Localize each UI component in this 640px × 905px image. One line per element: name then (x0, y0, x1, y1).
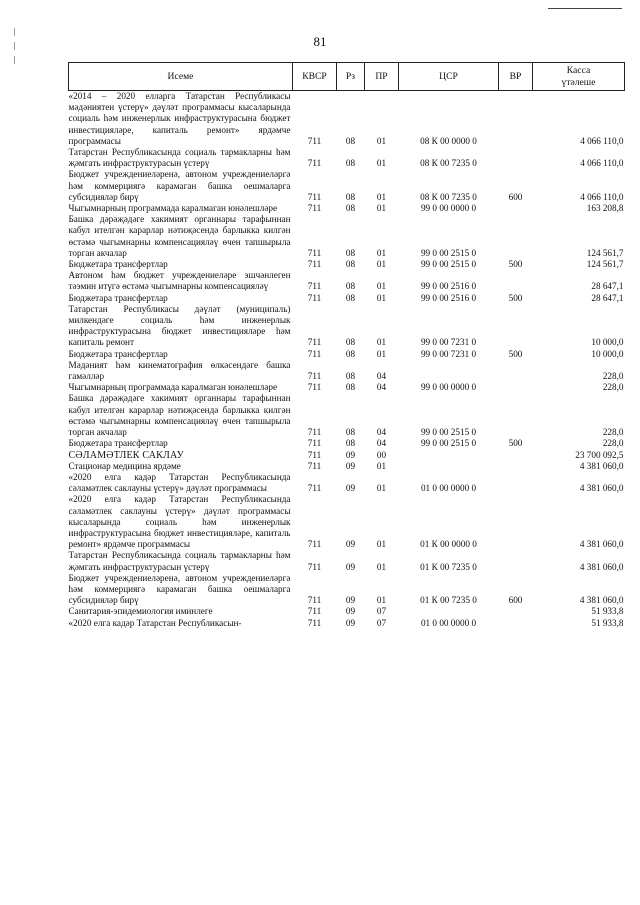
header-name: Исеме (69, 63, 293, 91)
table-body (69, 91, 625, 629)
table-row (69, 270, 625, 292)
cell-vr (499, 461, 533, 472)
cell-rz: 09 (345, 460, 356, 471)
cell-pr: 01 (376, 348, 387, 359)
cell-csr (399, 450, 499, 461)
cell-kvsr: 711 (307, 539, 322, 550)
page-number: 81 (313, 34, 327, 49)
cell-kvsr: 711 (307, 606, 322, 617)
cell-name: Санитария-эпидемиология иминлеге (68, 606, 213, 617)
cell-vr: 500 (508, 348, 523, 359)
cell-csr: 01 К 00 7235 0 (420, 595, 477, 606)
table-row (69, 494, 625, 550)
table-row (69, 618, 625, 629)
table-row (69, 293, 625, 304)
cell-rz: 08 (345, 135, 356, 146)
table-row (69, 360, 625, 382)
table-row (69, 393, 625, 438)
cell-vr (499, 91, 533, 148)
header-sum (533, 63, 625, 91)
cell-kvsr: 711 (307, 158, 322, 169)
cell-kvsr: 711 (307, 449, 322, 460)
cell-name: «2014 – 2020 елларга Татарстан Республикасы мәдәниятен үстерү» дәүләт программасы кысаларында социаль һәм инженерлык инфраструктурасына бюджет инвестицияләре, капиталь ремонт» ярдәмче программасы (68, 91, 291, 146)
cell-pr: 01 (376, 135, 387, 146)
cell-name: Татарстан Республикасы дәүләт (муниципаль) милкендәге социаль һәм инженерлык инфраструктурасына бюджет инвестицияләре һәм капиталь ремонт (68, 303, 291, 348)
cell-kvsr: 711 (307, 292, 322, 303)
cell-name: Бюджетара трансфертлар (68, 292, 168, 303)
header-kvsr: КВСР (293, 63, 337, 91)
table-row (69, 461, 625, 472)
cell-name: Бюджетара трансфертлар (68, 259, 168, 270)
cell-csr: 08 К 00 0000 0 (420, 135, 477, 146)
cell-kvsr: 711 (307, 382, 322, 393)
cell-rz: 08 (345, 247, 356, 258)
cell-kvsr: 711 (307, 281, 322, 292)
cell-name: Автоном һәм бюджет учреждениеләре эшчәнлеген тәэмин итүгә өстәмә чыгымнарны компенсацияләү (68, 270, 291, 292)
cell-pr: 04 (376, 438, 387, 449)
header-csr: ЦСР (399, 63, 499, 91)
cell-kvsr: 711 (307, 348, 322, 359)
top-rule (548, 8, 622, 9)
cell-csr: 08 К 00 7235 0 (420, 158, 477, 169)
cell-csr: 99 0 00 0000 0 (420, 203, 477, 214)
cell-vr (499, 147, 533, 169)
cell-csr (399, 606, 499, 617)
cell-csr: 99 0 00 2515 0 (420, 259, 477, 270)
table-row (69, 203, 625, 214)
table-row (69, 259, 625, 270)
cell-pr: 07 (376, 617, 387, 628)
cell-name: Бюджетара трансфертлар (68, 348, 168, 359)
cell-csr: 08 К 00 7235 0 (420, 191, 477, 202)
cell-csr: 99 0 00 2515 0 (420, 438, 477, 449)
cell-kvsr: 711 (307, 483, 322, 494)
cell-vr: 600 (508, 191, 523, 202)
cell-rz: 09 (345, 449, 356, 460)
header-rz: Рз (337, 63, 365, 91)
cell-sum: 28 647,1 (591, 281, 624, 292)
cell-pr: 01 (376, 259, 387, 270)
cell-pr: 01 (376, 292, 387, 303)
cell-sum: 228,0 (602, 438, 624, 449)
cell-sum: 28 647,1 (591, 292, 624, 303)
cell-csr: 99 0 00 2515 0 (420, 247, 477, 258)
header-pr: ПР (365, 63, 399, 91)
cell-kvsr: 711 (307, 595, 322, 606)
cell-pr: 01 (376, 337, 387, 348)
cell-vr (499, 214, 533, 259)
table-row (69, 91, 625, 148)
cell-vr (499, 550, 533, 572)
table-row (69, 349, 625, 360)
cell-name: Бюджет учреждениеләренә, автоном учреждениеләргә һәм коммерциягә карамаган башка оешмаларга субсидияләр бирү (68, 572, 291, 606)
cell-csr (399, 360, 499, 382)
cell-name: Башка дәрәҗәдәге хакимият органнары тарафыннан кабул ителгән карарлар нәтиҗәсендә барлыкка килгән өстәмә чыгымнарны компенсацияләү өчен тапшырыла торган акчалар (68, 393, 291, 438)
budget-table (68, 62, 625, 629)
cell-name: Стационар медицина ярдәме (68, 460, 181, 471)
cell-rz: 08 (345, 203, 356, 214)
cell-name: «2020 елга кадәр Татарстан Республикасында сәламәтлек саклауны үстерү» дәүләт программасы (68, 471, 291, 494)
cell-rz: 08 (345, 348, 356, 359)
cell-pr: 01 (376, 460, 387, 471)
cell-vr (499, 606, 533, 617)
cell-kvsr: 711 (307, 203, 322, 214)
cell-rz: 09 (345, 606, 356, 617)
cell-sum: 51 933,8 (591, 617, 624, 628)
cell-sum: 4 066 110,0 (580, 158, 624, 169)
cell-kvsr: 711 (307, 561, 322, 572)
cell-kvsr: 711 (307, 617, 322, 628)
cell-csr: 99 0 00 7231 0 (420, 348, 477, 359)
cell-sum: 124 561,7 (586, 247, 624, 258)
cell-sum: 10 000,0 (591, 337, 624, 348)
cell-rz: 08 (345, 337, 356, 348)
cell-vr (499, 382, 533, 393)
cell-pr: 01 (376, 539, 387, 550)
cell-vr (499, 304, 533, 349)
cell-kvsr: 711 (307, 438, 322, 449)
cell-name: Мәдәният һәм кинематография өлкәсендәге башка гамәлләр (68, 359, 291, 382)
cell-vr: 500 (508, 259, 523, 270)
cell-vr: 500 (508, 292, 523, 303)
table-row (69, 472, 625, 494)
cell-csr: 99 0 00 7231 0 (420, 337, 477, 348)
cell-pr: 01 (376, 158, 387, 169)
cell-pr: 04 (376, 371, 387, 382)
cell-name: Татарстан Республикасында социаль тармакларны һәм җәмгать инфраструктурасын үстерү (68, 550, 291, 572)
cell-sum: 228,0 (602, 382, 624, 393)
cell-kvsr: 711 (307, 427, 322, 438)
cell-pr: 04 (376, 382, 387, 393)
cell-sum: 124 561,7 (586, 259, 624, 270)
cell-sum: 10 000,0 (591, 348, 624, 359)
cell-kvsr: 711 (307, 247, 322, 258)
cell-rz: 09 (345, 595, 356, 606)
cell-rz: 08 (345, 259, 356, 270)
header-sum-line1: Касса (566, 65, 591, 77)
cell-csr: 99 0 00 2516 0 (420, 292, 477, 303)
cell-rz: 08 (345, 281, 356, 292)
cell-sum: 4 381 060,0 (579, 561, 624, 572)
table-row (69, 304, 625, 349)
cell-csr: 01 К 00 0000 0 (420, 539, 477, 550)
table-row (69, 382, 625, 393)
table-header (69, 63, 625, 91)
cell-name: «2020 елга кадәр Татарстан Республикасын- (68, 617, 242, 628)
cell-name: Чыгымнарның программада каралмаган юнәлешләре (68, 203, 278, 214)
cell-vr: 500 (508, 438, 523, 449)
cell-kvsr: 711 (307, 460, 322, 471)
cell-vr (499, 450, 533, 461)
table-row (69, 214, 625, 259)
table-row (69, 169, 625, 203)
table-row (69, 550, 625, 572)
cell-kvsr: 711 (307, 135, 322, 146)
cell-rz: 08 (345, 371, 356, 382)
cell-sum: 228,0 (602, 427, 624, 438)
cell-vr (499, 472, 533, 494)
cell-sum: 4 381 060,0 (579, 483, 624, 494)
table-row (69, 147, 625, 169)
cell-pr: 01 (376, 281, 387, 292)
cell-sum: 51 933,8 (591, 606, 624, 617)
cell-rz: 09 (345, 617, 356, 628)
cell-name: Татарстан Республикасында социаль тармакларны һәм җәмгать инфраструктурасын үстерү (68, 147, 291, 169)
cell-kvsr: 711 (307, 259, 322, 270)
cell-rz: 08 (345, 438, 356, 449)
cell-kvsr: 711 (307, 337, 322, 348)
cell-pr: 00 (376, 449, 387, 460)
cell-sum: 4 381 060,0 (579, 460, 624, 471)
cell-rz: 09 (345, 561, 356, 572)
header-vr: ВР (499, 63, 533, 91)
table-row (69, 606, 625, 617)
cell-csr (399, 461, 499, 472)
cell-sum: 23 700 092,5 (575, 449, 624, 460)
cell-pr: 07 (376, 606, 387, 617)
cell-rz: 08 (345, 191, 356, 202)
cell-kvsr: 711 (307, 191, 322, 202)
cell-sum: 163 208,8 (586, 203, 624, 214)
cell-rz: 08 (345, 292, 356, 303)
cell-rz: 08 (345, 158, 356, 169)
cell-rz: 09 (345, 483, 356, 494)
cell-vr (499, 360, 533, 382)
cell-sum: 4 066 110,0 (580, 135, 624, 146)
cell-name: Чыгымнарның программада каралмаган юнәлешләре (68, 382, 278, 393)
cell-sum: 4 381 060,0 (579, 539, 624, 550)
cell-csr: 01 0 00 0000 0 (420, 617, 477, 628)
cell-sum: 4 066 110,0 (580, 191, 624, 202)
cell-rz: 08 (345, 427, 356, 438)
cell-kvsr: 711 (307, 371, 322, 382)
cell-pr: 01 (376, 483, 387, 494)
table-row (69, 450, 625, 461)
table-row (69, 573, 625, 607)
table-row (69, 438, 625, 449)
cell-csr: 99 0 00 2516 0 (420, 281, 477, 292)
cell-vr (499, 494, 533, 550)
cell-pr: 01 (376, 203, 387, 214)
cell-vr (499, 203, 533, 214)
cell-pr: 01 (376, 247, 387, 258)
cell-name: СӘЛАМӘТЛЕК САКЛАУ (68, 449, 184, 461)
cell-pr: 04 (376, 427, 387, 438)
cell-pr: 01 (376, 561, 387, 572)
cell-sum: 228,0 (602, 371, 624, 382)
cell-csr: 99 0 00 2515 0 (420, 427, 477, 438)
cell-name: Башка дәрәҗәдәге хакимият органнары тарафыннан кабул ителгән карарлар нәтиҗәсендә барлыкка килгән өстәмә чыгымнарны компенсацияләү өчен тапшырыла торган акчалар (68, 214, 291, 258)
cell-vr (499, 393, 533, 438)
header-sum-line2: үтәлеше (561, 76, 596, 88)
cell-csr: 01 0 00 0000 0 (420, 483, 477, 494)
cell-rz: 09 (345, 539, 356, 550)
cell-name: Бюджет учреждениеләренә, автоном учреждениеләргә һәм коммерциягә карамаган башка оешмаларга субсидияләр бирү (68, 169, 291, 202)
cell-vr: 600 (508, 595, 523, 606)
cell-vr (499, 618, 533, 629)
cell-name: «2020 елга кадәр Татарстан Республикасында сәламәтлек саклауны үстерү» дәүләт программасы кысаларында социаль һәм инженерлык инфраструктурасына бюджет инвестицияләре, капиталь ремонт» ярдәмче программасы (68, 494, 291, 550)
cell-name: Бюджетара трансфертлар (68, 438, 168, 449)
cell-sum: 4 381 060,0 (579, 595, 624, 606)
cell-csr: 01 К 00 7235 0 (420, 561, 477, 572)
cell-vr (499, 270, 533, 292)
cell-pr: 01 (376, 191, 387, 202)
cell-pr: 01 (376, 595, 387, 606)
cell-rz: 08 (345, 382, 356, 393)
cell-csr: 99 0 00 0000 0 (420, 382, 477, 393)
